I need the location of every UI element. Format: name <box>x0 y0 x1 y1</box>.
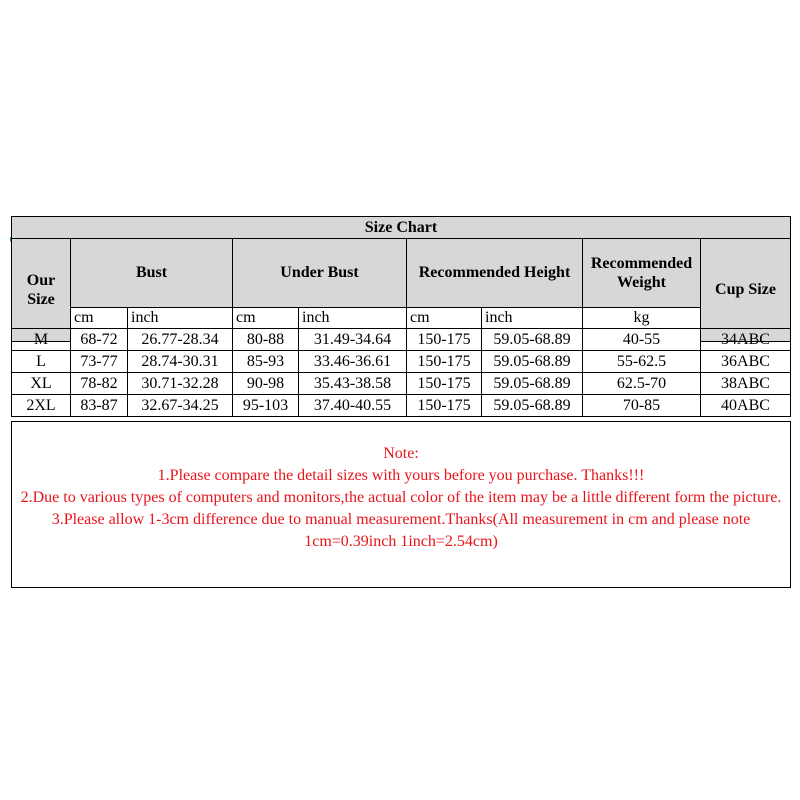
header-recommended-height: Recommended Height <box>406 238 583 308</box>
cup-cell: 36ABC <box>700 350 791 373</box>
note-line-1: 1.Please compare the detail sizes with yours before you purchase. Thanks!!! <box>157 467 645 484</box>
unit-height-inch: inch <box>481 307 583 329</box>
weight-cell: 40-55 <box>582 328 701 351</box>
bust-inch-cell: 26.77-28.34 <box>127 328 233 351</box>
unit-under-inch: inch <box>298 307 407 329</box>
under-cm-cell: 90-98 <box>232 372 299 395</box>
size-chart-title: Size Chart <box>11 216 791 239</box>
note-line-2: 2.Due to various types of computers and monitors,the actual color of the item may be a little different form the picture. <box>20 489 782 506</box>
weight-cell: 70-85 <box>582 394 701 417</box>
under-inch-cell: 35.43-38.58 <box>298 372 407 395</box>
under-inch-cell: 33.46-36.61 <box>298 350 407 373</box>
unit-weight-kg: kg <box>582 307 701 329</box>
header-cup-size: Cup Size <box>700 238 791 342</box>
size-chart-sheet <box>11 216 791 588</box>
note-box <box>11 421 791 588</box>
weight-cell: 62.5-70 <box>582 372 701 395</box>
size-cell: 2XL <box>11 394 71 417</box>
header-bust: Bust <box>70 238 233 308</box>
height-cm-cell: 150-175 <box>406 328 482 351</box>
height-inch-cell: 59.05-68.89 <box>481 350 583 373</box>
bust-cm-cell: 73-77 <box>70 350 128 373</box>
bust-cm-cell: 83-87 <box>70 394 128 417</box>
bust-cm-cell: 78-82 <box>70 372 128 395</box>
height-cm-cell: 150-175 <box>406 350 482 373</box>
header-our-size: Our Size <box>11 238 71 342</box>
bust-inch-cell: 30.71-32.28 <box>127 372 233 395</box>
unit-height-cm: cm <box>406 307 482 329</box>
unit-bust-cm: cm <box>70 307 128 329</box>
weight-cell: 55-62.5 <box>582 350 701 373</box>
note-line-3: 3.Please allow 1-3cm difference due to manual measurement.Thanks(All measurement in cm and please note 1cm=0.39inch 1inch=2.54cm) <box>51 511 751 550</box>
cup-cell: 34ABC <box>700 328 791 351</box>
bust-inch-cell: 32.67-34.25 <box>127 394 233 417</box>
size-cell: XL <box>11 372 71 395</box>
under-inch-cell: 37.40-40.55 <box>298 394 407 417</box>
height-inch-cell: 59.05-68.89 <box>481 394 583 417</box>
under-cm-cell: 95-103 <box>232 394 299 417</box>
header-under-bust: Under Bust <box>232 238 407 308</box>
height-cm-cell: 150-175 <box>406 394 482 417</box>
size-cell: M <box>11 328 71 351</box>
cup-cell: 40ABC <box>700 394 791 417</box>
height-inch-cell: 59.05-68.89 <box>481 328 583 351</box>
unit-bust-inch: inch <box>127 307 233 329</box>
bust-cm-cell: 68-72 <box>70 328 128 351</box>
height-cm-cell: 150-175 <box>406 372 482 395</box>
bust-inch-cell: 28.74-30.31 <box>127 350 233 373</box>
note-heading: Note: <box>383 445 419 462</box>
header-recommended-weight: Recommended Weight <box>582 238 701 308</box>
height-inch-cell: 59.05-68.89 <box>481 372 583 395</box>
under-cm-cell: 85-93 <box>232 350 299 373</box>
under-cm-cell: 80-88 <box>232 328 299 351</box>
size-cell: L <box>11 350 71 373</box>
cup-cell: 38ABC <box>700 372 791 395</box>
under-inch-cell: 31.49-34.64 <box>298 328 407 351</box>
unit-under-cm: cm <box>232 307 299 329</box>
